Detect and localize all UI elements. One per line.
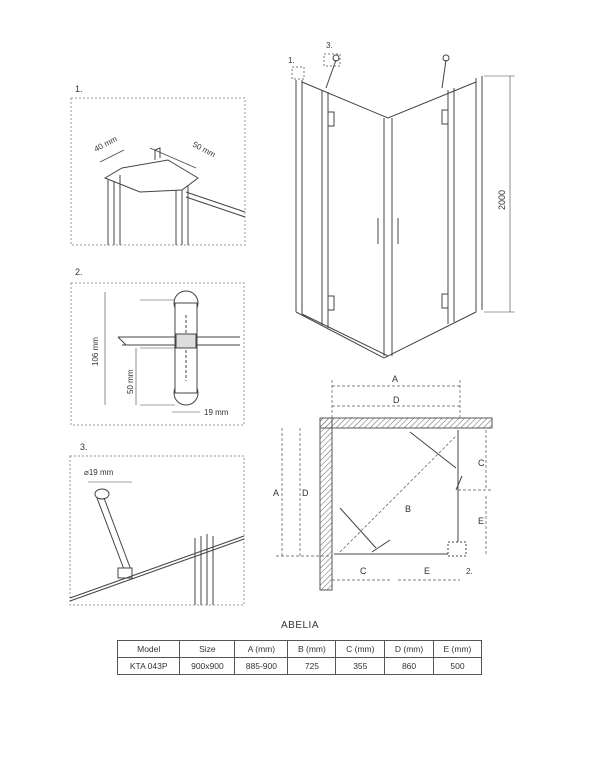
plan-C-bottom: C: [360, 566, 367, 576]
main-height-dim: 2000: [497, 189, 507, 210]
plan-E-right: E: [478, 516, 485, 526]
detail-3-frame: [70, 456, 244, 605]
spec-header-row: [118, 641, 482, 658]
spec-cell-d: 860: [385, 658, 434, 675]
plan-D-left: D: [302, 488, 309, 498]
spec-cell-e: 500: [433, 658, 481, 675]
plan-A-left: A: [273, 488, 280, 498]
shower-enclosure: [296, 55, 515, 358]
spec-header: Size: [180, 641, 235, 658]
detail-2-dim-106: 106 mm: [91, 337, 100, 366]
spec-header: B (mm): [288, 641, 336, 658]
plan-callout-2: 2.: [466, 567, 473, 576]
detail-1-dim-50: 50 mm: [191, 139, 217, 160]
spec-table: [117, 640, 482, 675]
product-name: ABELIA: [280, 620, 320, 631]
detail-2-dim-50: 50 mm: [126, 369, 135, 394]
spec-header: A (mm): [235, 641, 288, 658]
detail-3-dim-19: ⌀19 mm: [84, 468, 114, 477]
wall-top: [320, 418, 492, 428]
detail-3: [70, 442, 244, 605]
plan-D-top: D: [393, 395, 400, 405]
detail-2-label: 2.: [75, 267, 83, 277]
main-callout-3: 3.: [326, 41, 333, 50]
spec-header: D (mm): [385, 641, 434, 658]
main-view: [288, 41, 515, 358]
detail-1-profile: [100, 148, 245, 245]
spec-cell-size: 900x900: [180, 658, 235, 675]
detail-2: [71, 267, 244, 425]
plan-B: B: [405, 504, 412, 514]
spec-header: E (mm): [433, 641, 481, 658]
plan-doors: [334, 430, 466, 556]
detail-1-dim-40: 40 mm: [92, 134, 119, 154]
plan-view: [273, 374, 492, 590]
detail-1-label: 1.: [75, 84, 83, 94]
detail-3-label: 3.: [80, 442, 88, 452]
detail-1: [71, 84, 245, 245]
wall-left: [320, 418, 332, 590]
spec-header: Model: [118, 641, 180, 658]
spec-header: C (mm): [336, 641, 385, 658]
detail-2-dim-19: 19 mm: [204, 408, 229, 417]
plan-A-top: A: [392, 374, 399, 384]
spec-cell-model: KTA 043P: [118, 658, 180, 675]
spec-cell-a: 885-900: [235, 658, 288, 675]
spec-cell-c: 355: [336, 658, 385, 675]
spec-cell-b: 725: [288, 658, 336, 675]
table-row: [118, 658, 482, 675]
detail-3-stabilizer: [70, 482, 244, 605]
plan-C-right: C: [478, 458, 485, 468]
detail-1-frame: [71, 98, 245, 245]
plan-E-bottom: E: [424, 566, 431, 576]
main-callout-1: 1.: [288, 56, 295, 65]
